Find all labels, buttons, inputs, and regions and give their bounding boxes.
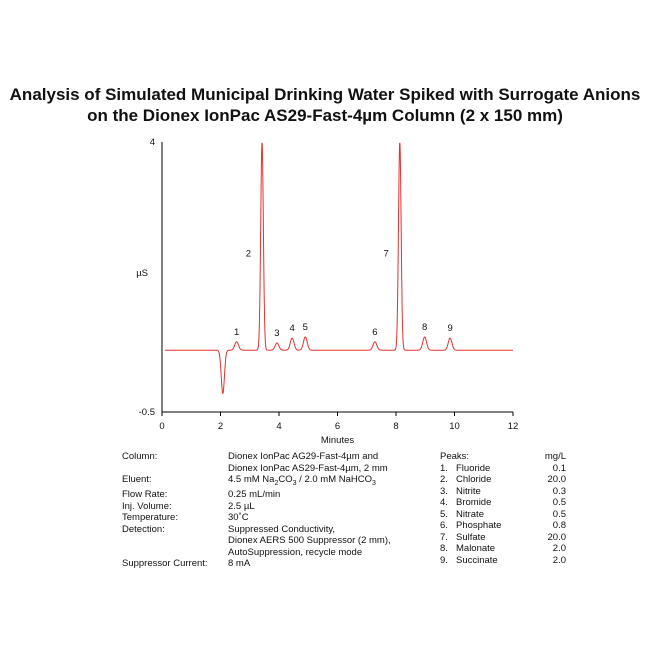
- condition-row: [122, 489, 408, 501]
- trace-line: [165, 143, 513, 393]
- condition-value: Dionex IonPac AG29-Fast-4µm and: [228, 451, 379, 462]
- peak-label: 3: [274, 328, 280, 339]
- peak-number: 4.: [440, 497, 448, 508]
- condition-value: 30˚C: [228, 512, 249, 524]
- peaks-table: [440, 451, 566, 566]
- chart-axes: [136, 137, 518, 446]
- peak-concentration: 20.0: [547, 531, 566, 543]
- peak-number: 2.: [440, 474, 448, 485]
- condition-value: Dionex IonPac AS29-Fast-4µm, 2 mm: [228, 462, 388, 474]
- peak-row: [440, 555, 566, 567]
- peak-name: Malonate: [456, 543, 496, 554]
- condition-value: Dionex AERS 500 Suppressor (2 mm),: [228, 535, 391, 547]
- peak-label: 7: [383, 248, 389, 260]
- x-tick-label: 2: [217, 421, 224, 432]
- peak-label: 8: [422, 322, 428, 333]
- condition-label: Eluent:: [122, 474, 152, 485]
- condition-row: [122, 547, 408, 559]
- condition-label: Column:: [122, 451, 158, 462]
- condition-row: [122, 558, 408, 570]
- peak-label: 6: [372, 326, 378, 338]
- condition-label: [122, 535, 228, 547]
- peak-label: 5: [302, 322, 308, 333]
- x-tick-label: 10: [449, 421, 460, 432]
- peak-name: Nitrite: [456, 485, 481, 497]
- condition-row: [122, 535, 408, 547]
- peak-number: 5.: [440, 508, 448, 520]
- condition-label: Inj. Volume:: [122, 500, 172, 512]
- peak-row: [440, 532, 566, 544]
- x-tick-label: 8: [393, 421, 399, 432]
- y-axis-label: µS: [136, 268, 148, 279]
- peak-label: 4: [289, 323, 295, 335]
- peaks-header: [440, 451, 566, 463]
- condition-label: Detection:: [122, 523, 165, 535]
- condition-value: 8 mA: [228, 558, 251, 570]
- peak-labels: [234, 249, 453, 339]
- peak-concentration: 0.3: [552, 485, 566, 497]
- peaks-header-label: Peaks:: [440, 451, 470, 462]
- x-tick-label: 12: [507, 421, 519, 432]
- condition-label: Flow Rate:: [122, 489, 168, 501]
- x-tick-label: 6: [334, 421, 341, 432]
- condition-row: [122, 474, 408, 489]
- y-tick-label: 4: [149, 137, 155, 148]
- peak-concentration: 2.0: [552, 554, 566, 566]
- peak-label: 2: [245, 248, 252, 260]
- peak-number: 7.: [440, 531, 448, 543]
- peak-name: Phosphate: [456, 520, 502, 531]
- condition-label: [122, 547, 228, 559]
- peak-number: 8.: [440, 543, 448, 554]
- peak-name: Fluoride: [456, 462, 491, 474]
- peak-label: 9: [447, 323, 453, 335]
- peak-name: Bromide: [456, 497, 492, 508]
- conditions-table: [122, 451, 408, 570]
- peak-row: [440, 543, 566, 555]
- peak-label: 1: [233, 326, 240, 338]
- peak-concentration: 20.0: [547, 474, 566, 485]
- condition-value: 4.5 mM $Na_2CO_3 / 2.0$ mM NaHCO$_3$: [228, 474, 376, 487]
- condition-row: [122, 463, 408, 475]
- peak-row: [440, 509, 566, 521]
- condition-row: [122, 501, 408, 513]
- x-tick-label: 4: [276, 421, 282, 432]
- condition-row: [122, 524, 408, 536]
- condition-value: Suppressed Conductivity,: [228, 523, 336, 535]
- peak-concentration: 0.5: [552, 508, 566, 520]
- condition-value: AutoSuppression, recycle mode: [228, 546, 363, 558]
- peak-row: [440, 474, 566, 486]
- peak-number: 1.: [440, 462, 448, 474]
- condition-label: Suppressor Current:: [122, 558, 208, 570]
- condition-label: [122, 463, 228, 475]
- peak-name: Nitrate: [456, 508, 484, 520]
- peak-concentration: 2.0: [552, 543, 566, 554]
- title-line-2: on the Dionex IonPac AS29-Fast-4µm Column (2 x 150 mm): [87, 106, 563, 125]
- peak-number: 9.: [440, 554, 448, 566]
- peak-concentration: 0.1: [552, 462, 566, 474]
- peak-row: [440, 463, 566, 475]
- peak-number: 3.: [440, 485, 448, 497]
- peak-concentration: 0.5: [552, 497, 566, 508]
- x-axis-label: Minutes: [320, 435, 355, 446]
- chromatogram-trace: [165, 143, 513, 393]
- peak-name: Succinate: [456, 554, 498, 566]
- title-line-1: Analysis of Simulated Municipal Drinking Water Spiked with Surrogate Anions: [9, 85, 641, 104]
- peak-name: Chloride: [456, 474, 492, 485]
- x-tick-label: 0: [159, 421, 165, 432]
- condition-value: 2.5 µL: [228, 500, 255, 512]
- peak-row: [440, 520, 566, 532]
- condition-row: [122, 451, 408, 463]
- peaks-rows: [440, 463, 566, 567]
- peak-name: Sulfate: [456, 531, 486, 543]
- condition-value: 0.25 mL/min: [228, 489, 281, 501]
- peak-concentration: 0.8: [552, 520, 566, 531]
- peaks-header-unit: mg/L: [544, 451, 566, 462]
- peak-row: [440, 486, 566, 498]
- peak-row: [440, 497, 566, 509]
- y-tick-label: -0.5: [138, 407, 155, 418]
- condition-label: Temperature:: [122, 512, 178, 524]
- peak-number: 6.: [440, 520, 448, 531]
- condition-row: [122, 512, 408, 524]
